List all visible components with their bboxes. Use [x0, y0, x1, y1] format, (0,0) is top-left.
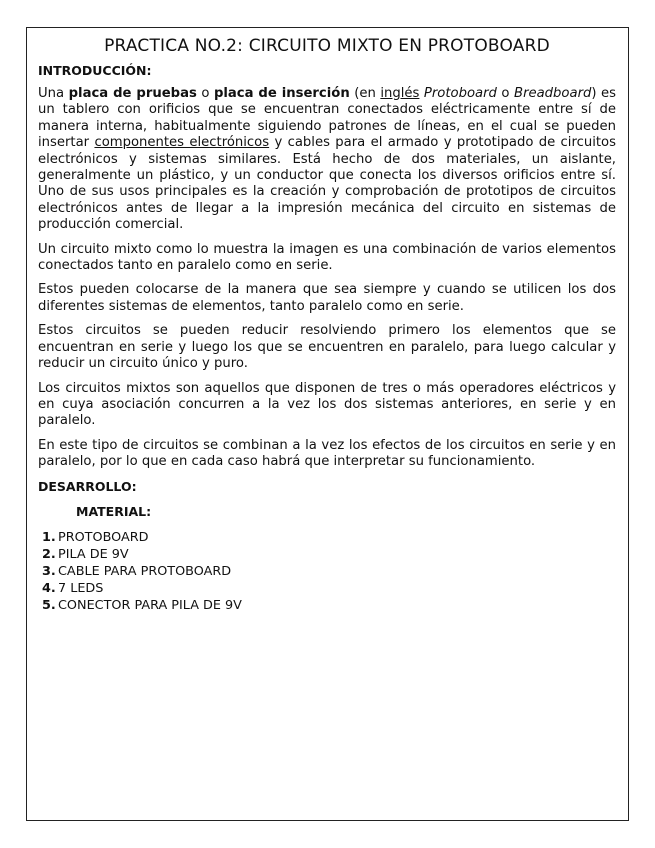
- intro-text: o: [496, 86, 515, 101]
- paragraph: Los circuitos mixtos son aquellos que disponen de tres o más operadores eléctricos y en cuya asociación concurren a la vez los dos sistemas anteriores, en serie y en paralelo.: [38, 380, 616, 429]
- paragraph: Estos circuitos se pueden reducir resolviendo primero los elementos que se encuentran en serie y luego los que se encuentren en paralelo, para luego calcular y reducir un circuito único y puro.: [38, 323, 616, 372]
- intro-heading: INTRODUCCIÓN:: [38, 63, 152, 78]
- list-item-number: 3.: [42, 563, 56, 579]
- list-item: [42, 546, 616, 563]
- list-item-number: 1.: [42, 529, 56, 545]
- intro-text: (en: [349, 86, 381, 101]
- intro-term-protoboard: Protoboard: [423, 86, 497, 101]
- list-item-label: PILA DE 9V: [58, 546, 129, 562]
- intro-text: Una: [38, 86, 69, 101]
- paragraph: Un circuito mixto como lo muestra la imagen es una combinación de varios elementos conectados tanto en paralelo como en serie.: [38, 241, 616, 274]
- paragraph: Estos pueden colocarse de la manera que sea siempre y cuando se utilicen los dos diferentes sistemas de elementos, tanto paralelo como en serie.: [38, 282, 616, 314]
- page-title: PRACTICA NO.2: CIRCUITO MIXTO EN PROTOBOARD: [104, 36, 550, 56]
- link-ingles[interactable]: inglés: [380, 86, 420, 101]
- intro-text: o: [196, 86, 214, 101]
- material-heading: MATERIAL:: [76, 503, 152, 519]
- list-item: [42, 597, 616, 614]
- list-item: [42, 563, 616, 580]
- document-body: [38, 36, 616, 615]
- intro-term-placa-de-insercion: placa de inserción: [213, 86, 350, 101]
- list-item-label: CABLE PARA PROTOBOARD: [58, 563, 232, 579]
- intro-text: ) es un tablero con orificios que se encuentran conectados eléctricamente entre sí de manera interna, habitualmente siguiendo patrones de líneas, en el cual se pueden insertar: [38, 86, 617, 151]
- list-item: [42, 580, 616, 597]
- intro-term-placa-de-pruebas: placa de pruebas: [68, 86, 197, 101]
- list-item-number: 2.: [42, 546, 56, 562]
- material-list: [38, 529, 616, 615]
- list-item-label: PROTOBOARD: [58, 529, 149, 545]
- intro-text: y cables para el armado y prototipado de circuitos electrónicos y sistemas similares. Está hecho de dos materiales, un aislante, generalmente un plástico, y un conductor que conecta los diversos orificios entre sí. Uno de sus usos principales es la creación y comprobación de prototipos de circuitos electrónicos antes de llegar a la impresión mecánica del circuito en sistemas de producción comercial.: [38, 135, 616, 233]
- link-componentes-electronicos[interactable]: componentes electrónicos: [94, 135, 270, 151]
- development-heading: DESARROLLO:: [38, 478, 137, 494]
- list-item-label: 7 LEDS: [58, 581, 104, 597]
- list-item-number: 4.: [42, 581, 56, 597]
- intro-paragraph: [38, 86, 616, 234]
- list-item-label: CONECTOR PARA PILA DE 9V: [58, 598, 242, 614]
- intro-term-breadboard: Breadboard: [514, 86, 592, 101]
- list-item: [42, 529, 616, 546]
- paragraph: En este tipo de circuitos se combinan a la vez los efectos de los circuitos en serie y en paralelo, por lo que en cada caso habrá que interpretar su funcionamiento.: [38, 437, 616, 470]
- list-item-number: 5.: [42, 598, 56, 614]
